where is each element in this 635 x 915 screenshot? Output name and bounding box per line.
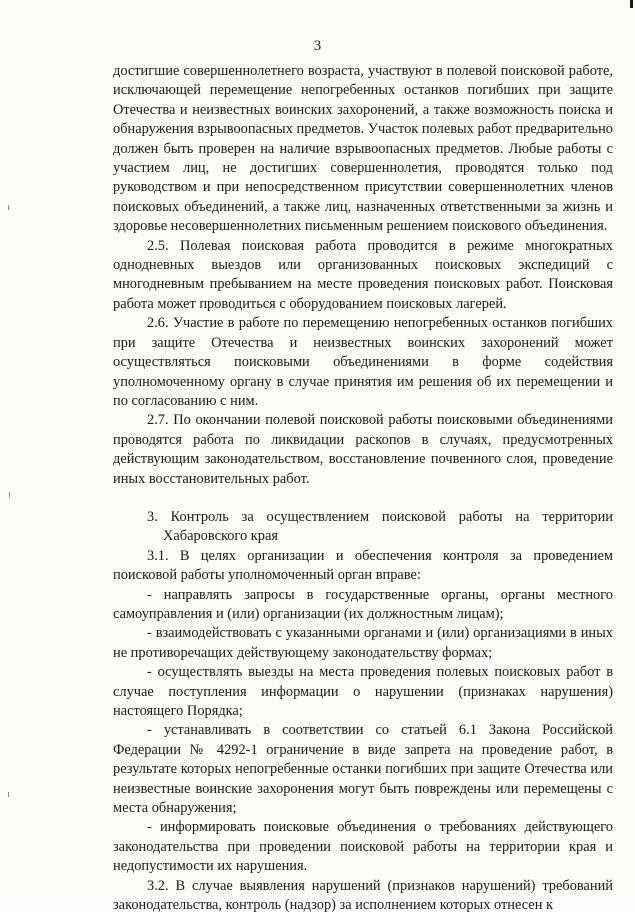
list-item-site-visits: - осуществлять выезды на места проведения полевых поисковых работ в случае поступления информации о нарушении (признаках нарушения) настоящего Порядка; <box>113 664 613 719</box>
list-item-inform: - информировать поисковые объединения о требованиях действующего законодательства при проведении поисковой работы на территории края и недопустимости их нарушения. <box>113 819 613 875</box>
paragraph-3-1: 3.1. В целях организации и обеспечения контроля за проведением поисковой работы уполномоченный орган вправе: <box>113 547 613 584</box>
section-3-heading <box>113 508 613 547</box>
paragraph-2-7: 2.7. По окончании полевой поисковой работы поисковыми объединениями проводятся работа по ликвидации раскопов в случаях, предусмотренных действующим законодательством, восстановление почвенного слоя, проведение иных восстановительных работ. <box>113 412 613 487</box>
scan-corner-mark <box>630 0 633 8</box>
section-spacer <box>113 489 613 508</box>
page-number: 3 <box>313 38 322 54</box>
paragraph-2-5: 2.5. Полевая поисковая работа проводится в режиме многократных однодневных выездов или организованных поисковых экспедиций с многодневным пребыванием на месте проведения поисковых работ. Поисковая работа может проводиться с оборудованием поисковых лагерей. <box>113 237 613 312</box>
list-item-send-requests: - направлять запросы в государственные органы, органы местного самоуправления и (или) организации (их должностным лицам); <box>113 586 613 622</box>
section-3-heading-line-1: 3. Контроль за осуществлением поисковой работы на территории <box>147 508 613 525</box>
list-item-restrictions: - устанавливать в соответствии со статьей 6.1 Закона Российской Федерации № 4292-1 ограничение в виде запрета на проведение работ, в результате которых непогребенные останки погибших при защите Отечества или неизвестные воинские захоронения могут быть повреждены или перемещены с места обнаружения; <box>113 722 613 817</box>
document-body <box>113 62 613 915</box>
paragraph-2-6: 2.6. Участие в работе по перемещению непогребенных останков погибших при защите Отечества и неизвестных воинских захоронений может осуществляться поисковыми объединениями в форме содействия уполномоченному органу в случае принятия им решения об их перемещении и по согласованию с ним. <box>113 315 613 409</box>
scan-margin-mark <box>8 205 9 210</box>
paragraph-3-2: 3.2. В случае выявления нарушений (признаков нарушений) требований законодательства, контроль (надзор) за исполнением которых отнесен к <box>113 877 613 914</box>
paragraph-continuation: достигшие совершеннолетнего возраста, участвуют в полевой поисковой работе, исключающей перемещение непогребенных останков погибших при защите Отечества и неизвестных воинских захоронений, а также возможность поиска и обнаружения взрывоопасных предметов. Участок полевых работ предварительно должен быть проверен на наличие взрывоопасных предметов. Любые работы с участием лиц, не достигших совершеннолетия, проводятся только под руководством и при непосредственном присутствии совершеннолетних членов поисковых объединений, а также лиц, назначенных ответственными за жизнь и здоровье несовершеннолетних письменным решением поискового объединения. <box>113 63 613 235</box>
section-3-heading-line-2: Хабаровского края <box>163 528 278 545</box>
list-item-interact: - взаимодействовать с указанными органами и (или) организациями в иных не противоречащих действующему законодательству формах; <box>113 625 613 661</box>
scan-margin-mark <box>8 792 9 797</box>
scan-margin-mark <box>9 492 10 497</box>
